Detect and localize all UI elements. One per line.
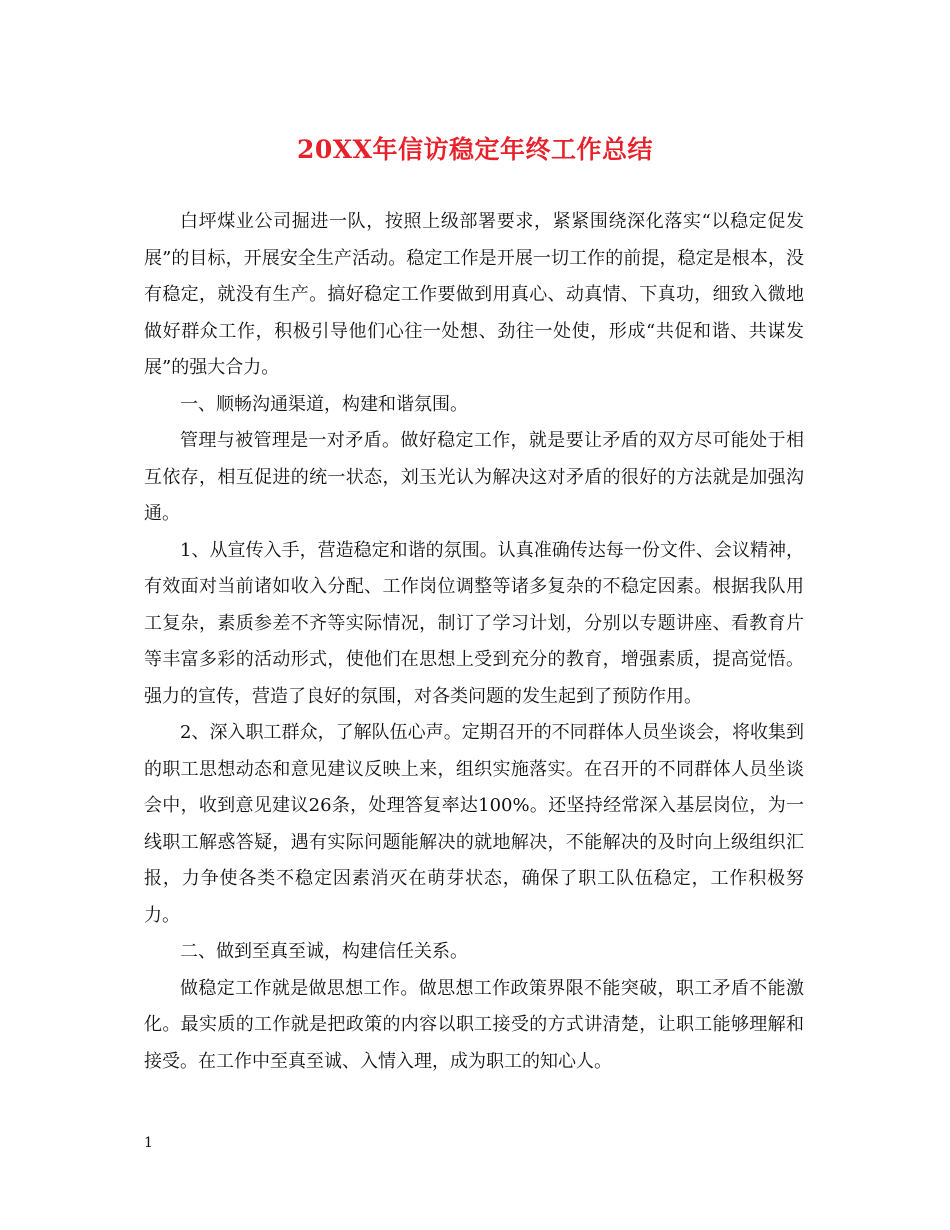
paragraph-item-2: 2、深入职工群众，了解队伍心声。定期召开的不同群体人员坐谈会，将收集到的职工思想动态和意见建议反映上来，组织实施落实。在召开的不同群体人员坐谈会中，收到意见建议26条，处理答复率达100%。还坚持经常深入基层岗位，为一线职工解惑答疑，遇有实际问题能解决的就地解决，不能解决的及时向上级组织汇报，力争使各类不稳定因素消灭在萌芽状态，确保了职工队伍稳定，工作积极努力。 (144, 722, 804, 926)
paragraph-section-1: 管理与被管理是一对矛盾。做好稳定工作，就是要让矛盾的双方尽可能处于相互依存，相互促进的统一状态，刘玉光认为解决这对矛盾的很好的方法就是加强沟通。 (144, 430, 804, 524)
section-heading-2: 二、做到至真至诚，构建信任关系。 (180, 941, 468, 962)
paragraph-intro: 白坪煤业公司掘进一队，按照上级部署要求，紧紧围绕深化落实“以稳定促发展”的目标，开展安全生产活动。稳定工作是开展一切工作的前提，稳定是根本，没有稳定，就没有生产。搞好稳定工作要做到用真心、动真情、下真功，细致入微地做好群众工作，积极引导他们心往一处想、劲往一处使，形成“共促和谐、共谋发展”的强大合力。 (144, 211, 804, 378)
document-title: 20XX年信访稳定年终工作总结 (296, 135, 654, 164)
section-heading-1: 一、顺畅沟通渠道，构建和谐氛围。 (180, 393, 468, 415)
page-number: 1 (144, 1135, 153, 1151)
paragraph-section-2: 做稳定工作就是做思想工作。做思想工作政策界限不能突破，职工矛盾不能激化。最实质的工作就是把政策的内容以职工接受的方式讲清楚，让职工能够理解和接受。在工作中至真至诚、入情入理，成为职工的知心人。 (144, 977, 804, 1072)
document-body (144, 204, 804, 1080)
paragraph-item-1: 1、从宣传入手，营造稳定和谐的氛围。认真准确传达每一份文件、会议精神，有效面对当前诸如收入分配、工作岗位调整等诸多复杂的不稳定因素。根据我队用工复杂，素质参差不齐等实际情况，制订了学习计划，分别以专题讲座、看教育片等丰富多彩的活动形式，使他们在思想上受到充分的教育，增强素质，提高觉悟。强力的宣传，营造了良好的氛围，对各类问题的发生起到了预防作用。 (144, 539, 804, 707)
